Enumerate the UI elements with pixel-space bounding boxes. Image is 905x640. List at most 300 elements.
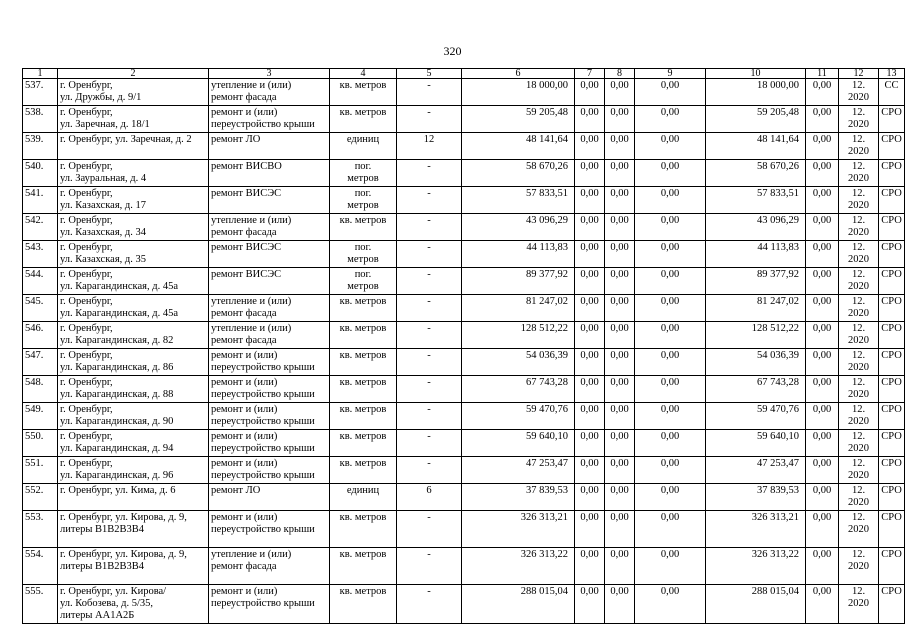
table-row (23, 133, 905, 160)
cost-fund-cell: 18 000,00 (706, 79, 806, 106)
unit-cell (330, 511, 397, 548)
cost-total-cell: 43 096,29 (462, 214, 575, 241)
quantity-cell: - (397, 511, 462, 548)
unit-cell (330, 585, 397, 624)
cell-line: литеры В1В2В3В4 (60, 561, 145, 572)
cell-line: ул. Зауральная, д. 4 (60, 173, 147, 184)
cell-line: 2020 (848, 561, 869, 572)
method-cell: СРО (879, 484, 905, 511)
value-cell: 0,00 (635, 241, 706, 268)
row-number-cell: 545. (23, 295, 58, 322)
cost-fund-cell: 58 670,26 (706, 160, 806, 187)
cell-line: 2020 (848, 146, 869, 157)
table-row (23, 214, 905, 241)
value-cell: 0,00 (605, 484, 635, 511)
deadline-cell (839, 457, 879, 484)
cost-total-cell: 81 247,02 (462, 295, 575, 322)
cell-line: г. Оренбург, (60, 161, 113, 172)
method-cell: СРО (879, 322, 905, 349)
cell-line: переустройство крыши (211, 470, 315, 481)
value-cell: 0,00 (605, 214, 635, 241)
unit-cell (330, 403, 397, 430)
cell-line: ремонт фасада (211, 227, 277, 238)
quantity-cell: - (397, 430, 462, 457)
address-cell (58, 79, 209, 106)
work-type-cell (209, 430, 330, 457)
cell-line: ремонт ВИСЭС (211, 188, 282, 199)
value-cell: 0,00 (575, 106, 605, 133)
value-cell: 0,00 (635, 214, 706, 241)
address-cell (58, 403, 209, 430)
cost-total-cell: 37 839,53 (462, 484, 575, 511)
table-row (23, 511, 905, 548)
value-cell: 0,00 (605, 349, 635, 376)
unit-cell (330, 187, 397, 214)
cell-line: г. Оренбург, (60, 242, 113, 253)
deadline-cell (839, 79, 879, 106)
row-number-cell: 543. (23, 241, 58, 268)
cost-total-cell: 288 015,04 (462, 585, 575, 624)
cell-line: ул. Карагандинская, д. 90 (60, 416, 174, 427)
quantity-cell: - (397, 349, 462, 376)
row-number-cell: 552. (23, 484, 58, 511)
cell-line: метров (347, 254, 379, 265)
deadline-cell (839, 295, 879, 322)
cell-line: кв. метров (339, 512, 387, 523)
work-type-cell (209, 295, 330, 322)
cell-line: ремонт и (или) (211, 586, 278, 597)
cost-total-cell: 67 743,28 (462, 376, 575, 403)
value-cell: 0,00 (605, 376, 635, 403)
cell-line: г. Оренбург, (60, 80, 113, 91)
row-number-cell: 541. (23, 187, 58, 214)
address-cell (58, 160, 209, 187)
deadline-cell (839, 484, 879, 511)
cell-line: ремонт фасада (211, 335, 277, 346)
value-cell: 0,00 (806, 457, 839, 484)
table-row (23, 79, 905, 106)
cell-line: кв. метров (339, 549, 387, 560)
header-cell: 9 (635, 69, 706, 79)
value-cell: 0,00 (806, 106, 839, 133)
quantity-cell: - (397, 376, 462, 403)
deadline-cell (839, 268, 879, 295)
row-number-cell: 555. (23, 585, 58, 624)
value-cell: 0,00 (806, 349, 839, 376)
value-cell: 0,00 (806, 322, 839, 349)
value-cell: 0,00 (605, 295, 635, 322)
table-row (23, 106, 905, 133)
cell-line: кв. метров (339, 80, 387, 91)
unit-cell (330, 457, 397, 484)
value-cell: 0,00 (635, 268, 706, 295)
cell-line: кв. метров (339, 458, 387, 469)
value-cell: 0,00 (575, 241, 605, 268)
deadline-cell (839, 403, 879, 430)
value-cell: 0,00 (605, 268, 635, 295)
cell-line: ул. Карагандинская, д. 96 (60, 470, 174, 481)
value-cell: 0,00 (635, 548, 706, 585)
cell-line: ул. Карагандинская, д. 86 (60, 362, 174, 373)
value-cell: 0,00 (635, 457, 706, 484)
value-cell: 0,00 (806, 214, 839, 241)
cell-line: 12. (851, 350, 866, 361)
work-type-cell (209, 160, 330, 187)
cell-line: утепление и (или) (211, 215, 292, 226)
cell-line: 12. (851, 586, 866, 597)
cell-line: г. Оренбург, (60, 107, 113, 118)
header-cell: 7 (575, 69, 605, 79)
unit-cell (330, 349, 397, 376)
value-cell: 0,00 (635, 322, 706, 349)
cell-line: 12. (851, 296, 866, 307)
value-cell: 0,00 (605, 106, 635, 133)
header-cell: 11 (806, 69, 839, 79)
value-cell: 0,00 (575, 268, 605, 295)
unit-cell (330, 430, 397, 457)
value-cell: 0,00 (605, 187, 635, 214)
table-row (23, 376, 905, 403)
deadline-cell (839, 585, 879, 624)
value-cell: 0,00 (605, 133, 635, 160)
row-number-cell: 540. (23, 160, 58, 187)
cell-line: ул. Казахская, д. 35 (60, 254, 146, 265)
quantity-cell: - (397, 106, 462, 133)
address-cell (58, 376, 209, 403)
cell-line: утепление и (или) (211, 549, 292, 560)
cell-line: 12. (851, 269, 866, 280)
table-row (23, 160, 905, 187)
header-cell: 3 (209, 69, 330, 79)
cell-line: 12. (851, 549, 866, 560)
value-cell: 0,00 (806, 376, 839, 403)
works-table (22, 68, 905, 624)
method-cell: СРО (879, 160, 905, 187)
cell-line: 2020 (848, 362, 869, 373)
cell-line: ул. Карагандинская, д. 82 (60, 335, 174, 346)
cell-line: 2020 (848, 173, 869, 184)
value-cell: 0,00 (635, 133, 706, 160)
address-cell (58, 295, 209, 322)
unit-cell (330, 268, 397, 295)
deadline-cell (839, 160, 879, 187)
value-cell: 0,00 (806, 241, 839, 268)
cost-total-cell: 128 512,22 (462, 322, 575, 349)
value-cell: 0,00 (575, 511, 605, 548)
cell-line: г. Оренбург, (60, 458, 113, 469)
cost-total-cell: 59 470,76 (462, 403, 575, 430)
table-row (23, 548, 905, 585)
value-cell: 0,00 (605, 585, 635, 624)
cell-line: пог. (354, 188, 372, 199)
quantity-cell: 12 (397, 133, 462, 160)
value-cell: 0,00 (605, 79, 635, 106)
value-cell: 0,00 (605, 511, 635, 548)
value-cell: 0,00 (635, 160, 706, 187)
cost-total-cell: 59 640,10 (462, 430, 575, 457)
cell-line: 12. (851, 404, 866, 415)
cell-line: 2020 (848, 416, 869, 427)
address-cell (58, 322, 209, 349)
table-row (23, 268, 905, 295)
table-row (23, 349, 905, 376)
cell-line: 2020 (848, 227, 869, 238)
method-cell: СРО (879, 430, 905, 457)
page-number: 320 (443, 44, 462, 58)
deadline-cell (839, 548, 879, 585)
cost-total-cell: 44 113,83 (462, 241, 575, 268)
method-cell: СРО (879, 214, 905, 241)
value-cell: 0,00 (635, 585, 706, 624)
table-row (23, 430, 905, 457)
cell-line: ул. Казахская, д. 17 (60, 200, 146, 211)
cell-line: переустройство крыши (211, 598, 315, 609)
work-type-cell (209, 457, 330, 484)
row-number-cell: 553. (23, 511, 58, 548)
value-cell: 0,00 (635, 430, 706, 457)
cell-line: кв. метров (339, 323, 387, 334)
value-cell: 0,00 (575, 349, 605, 376)
unit-cell (330, 548, 397, 585)
unit-cell (330, 484, 397, 511)
cell-line: ремонт фасада (211, 308, 277, 319)
cell-line: утепление и (или) (211, 296, 292, 307)
cell-line: 2020 (848, 200, 869, 211)
cell-line: пог. (354, 161, 372, 172)
cell-line: кв. метров (339, 377, 387, 388)
cell-line: ул. Казахская, д. 34 (60, 227, 146, 238)
cell-line: ремонт ВИСВО (211, 161, 282, 172)
cost-fund-cell: 47 253,47 (706, 457, 806, 484)
address-cell (58, 457, 209, 484)
cell-line: 2020 (848, 497, 869, 508)
cost-fund-cell: 48 141,64 (706, 133, 806, 160)
deadline-cell (839, 349, 879, 376)
method-cell: СРО (879, 241, 905, 268)
value-cell: 0,00 (806, 133, 839, 160)
work-type-cell (209, 349, 330, 376)
value-cell: 0,00 (575, 585, 605, 624)
table-row (23, 241, 905, 268)
cost-fund-cell: 44 113,83 (706, 241, 806, 268)
quantity-cell: - (397, 79, 462, 106)
cell-line: г. Оренбург, (60, 404, 113, 415)
cell-line: г. Оренбург, ул. Кирова, д. 9, (60, 549, 187, 560)
cell-line: 2020 (848, 389, 869, 400)
value-cell: 0,00 (605, 403, 635, 430)
unit-cell (330, 133, 397, 160)
row-number-cell: 548. (23, 376, 58, 403)
value-cell: 0,00 (575, 322, 605, 349)
cell-line: 12. (851, 242, 866, 253)
method-cell: СРО (879, 133, 905, 160)
cell-line: ул. Карагандинская, д. 88 (60, 389, 174, 400)
cost-fund-cell: 67 743,28 (706, 376, 806, 403)
address-cell (58, 187, 209, 214)
address-cell (58, 214, 209, 241)
cost-fund-cell: 59 205,48 (706, 106, 806, 133)
deadline-cell (839, 322, 879, 349)
cost-fund-cell: 43 096,29 (706, 214, 806, 241)
table-row (23, 295, 905, 322)
quantity-cell: - (397, 214, 462, 241)
value-cell: 0,00 (575, 484, 605, 511)
work-type-cell (209, 79, 330, 106)
cost-total-cell: 59 205,48 (462, 106, 575, 133)
deadline-cell (839, 187, 879, 214)
header-row (23, 69, 905, 79)
value-cell: 0,00 (575, 376, 605, 403)
unit-cell (330, 322, 397, 349)
cell-line: г. Оренбург, ул. Кима, д. 6 (60, 485, 176, 496)
cost-fund-cell: 57 833,51 (706, 187, 806, 214)
cell-line: г. Оренбург, (60, 350, 113, 361)
value-cell: 0,00 (605, 457, 635, 484)
cost-total-cell: 47 253,47 (462, 457, 575, 484)
cell-line: 12. (851, 107, 866, 118)
deadline-cell (839, 376, 879, 403)
cell-line: 2020 (848, 119, 869, 130)
cell-line: переустройство крыши (211, 362, 315, 373)
address-cell (58, 484, 209, 511)
method-cell: СРО (879, 349, 905, 376)
table-row (23, 457, 905, 484)
value-cell: 0,00 (806, 484, 839, 511)
value-cell: 0,00 (635, 295, 706, 322)
value-cell: 0,00 (635, 106, 706, 133)
address-cell (58, 430, 209, 457)
cell-line: пог. (354, 269, 372, 280)
cell-line: переустройство крыши (211, 389, 315, 400)
value-cell: 0,00 (575, 133, 605, 160)
cell-line: г. Оренбург, ул. Заречная, д. 2 (60, 134, 192, 145)
cell-line: 12. (851, 485, 866, 496)
deadline-cell (839, 511, 879, 548)
address-cell (58, 349, 209, 376)
work-type-cell (209, 268, 330, 295)
deadline-cell (839, 106, 879, 133)
quantity-cell: - (397, 160, 462, 187)
work-type-cell (209, 133, 330, 160)
row-number-cell: 547. (23, 349, 58, 376)
cell-line: 2020 (848, 443, 869, 454)
cell-line: литеры АА1А2Б (60, 610, 135, 621)
cell-line: кв. метров (339, 431, 387, 442)
cost-fund-cell: 326 313,21 (706, 511, 806, 548)
cell-line: метров (347, 200, 379, 211)
cell-line: ремонт ВИСЭС (211, 242, 282, 253)
value-cell: 0,00 (635, 484, 706, 511)
cell-line: 2020 (848, 598, 869, 609)
cell-line: ремонт и (или) (211, 404, 278, 415)
value-cell: 0,00 (806, 187, 839, 214)
cell-line: ул. Карагандинская, д. 45а (60, 308, 178, 319)
address-cell (58, 241, 209, 268)
row-number-cell: 539. (23, 133, 58, 160)
cell-line: 2020 (848, 524, 869, 535)
value-cell: 0,00 (635, 403, 706, 430)
method-cell: СРО (879, 106, 905, 133)
cell-line: единиц (346, 485, 380, 496)
quantity-cell: - (397, 548, 462, 585)
header-cell: 13 (879, 69, 905, 79)
cell-line: ремонт ВИСЭС (211, 269, 282, 280)
cell-line: переустройство крыши (211, 119, 315, 130)
header-cell: 8 (605, 69, 635, 79)
header-cell: 4 (330, 69, 397, 79)
cell-line: ремонт и (или) (211, 458, 278, 469)
cost-fund-cell: 326 313,22 (706, 548, 806, 585)
address-cell (58, 511, 209, 548)
cell-line: кв. метров (339, 296, 387, 307)
value-cell: 0,00 (575, 403, 605, 430)
work-type-cell (209, 376, 330, 403)
cell-line: пог. (354, 242, 372, 253)
cost-fund-cell: 89 377,92 (706, 268, 806, 295)
work-type-cell (209, 106, 330, 133)
cell-line: г. Оренбург, (60, 188, 113, 199)
cell-line: литеры В1В2В3В4 (60, 524, 145, 535)
quantity-cell: - (397, 241, 462, 268)
cell-line: переустройство крыши (211, 416, 315, 427)
cost-total-cell: 58 670,26 (462, 160, 575, 187)
value-cell: 0,00 (806, 403, 839, 430)
method-cell: СРО (879, 295, 905, 322)
method-cell: СРО (879, 585, 905, 624)
work-type-cell (209, 214, 330, 241)
cell-line: ул. Кобозева, д. 5/35, (60, 598, 154, 609)
cell-line: 12. (851, 80, 866, 91)
cell-line: 12. (851, 161, 866, 172)
header-cell: 2 (58, 69, 209, 79)
header-cell: 6 (462, 69, 575, 79)
value-cell: 0,00 (635, 511, 706, 548)
cost-fund-cell: 59 470,76 (706, 403, 806, 430)
value-cell: 0,00 (806, 79, 839, 106)
cost-fund-cell: 59 640,10 (706, 430, 806, 457)
value-cell: 0,00 (806, 160, 839, 187)
cell-line: кв. метров (339, 107, 387, 118)
unit-cell (330, 79, 397, 106)
cell-line: ремонт фасада (211, 561, 277, 572)
header-cell: 1 (23, 69, 58, 79)
cell-line: кв. метров (339, 350, 387, 361)
cell-line: 12. (851, 323, 866, 334)
cell-line: 2020 (848, 92, 869, 103)
work-type-cell (209, 484, 330, 511)
cell-line: утепление и (или) (211, 323, 292, 334)
deadline-cell (839, 133, 879, 160)
cell-line: 2020 (848, 281, 869, 292)
cell-line: г. Оренбург, (60, 296, 113, 307)
cell-line: 12. (851, 215, 866, 226)
work-type-cell (209, 403, 330, 430)
unit-cell (330, 241, 397, 268)
deadline-cell (839, 214, 879, 241)
row-number-cell: 537. (23, 79, 58, 106)
cell-line: ремонт и (или) (211, 377, 278, 388)
cell-line: ремонт фасада (211, 92, 277, 103)
quantity-cell: - (397, 187, 462, 214)
value-cell: 0,00 (575, 457, 605, 484)
cell-line: ремонт и (или) (211, 350, 278, 361)
cell-line: 12. (851, 458, 866, 469)
row-number-cell: 542. (23, 214, 58, 241)
cell-line: 12. (851, 431, 866, 442)
cost-fund-cell: 54 036,39 (706, 349, 806, 376)
row-number-cell: 538. (23, 106, 58, 133)
value-cell: 0,00 (605, 241, 635, 268)
